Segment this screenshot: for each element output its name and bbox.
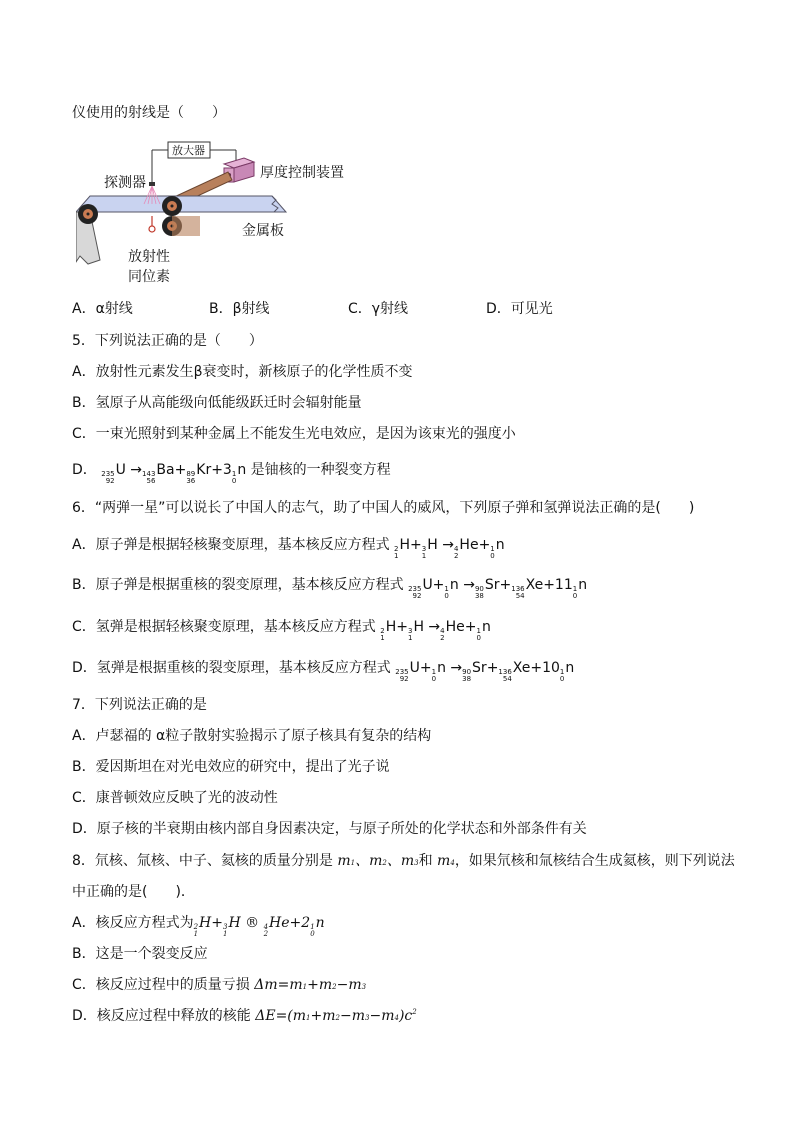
q8-c-formula: Δm=m1+m2−m3 — [254, 977, 367, 993]
detector-label: 探测器 — [104, 175, 146, 191]
q8-option-d[interactable] — [72, 1007, 417, 1025]
q6-option-b[interactable] — [72, 576, 587, 600]
q6-d-equation: 235 92 U+ 1 0 n → 90 38 Sr+ 136 54 Xe+10 1 0 n — [395, 660, 575, 683]
q6-a-text: A．原子弹是根据轻核聚变原理，基本核反应方程式 — [72, 537, 390, 553]
q7-option-b[interactable]: B．爱因斯坦在对光电效应的研究中，提出了光子说 — [72, 759, 390, 775]
q5-stem: 5．下列说法正确的是（ ） — [72, 333, 263, 349]
q4-option-d[interactable]: D．可见光 — [486, 301, 553, 317]
thickness-gauge-figure — [76, 136, 376, 300]
q6-option-d[interactable] — [72, 659, 574, 683]
q8-stem-line1 — [72, 852, 735, 870]
thickness-control-label: 厚度控制装置 — [260, 165, 344, 181]
q5-option-b[interactable]: B．氢原子从高能级向低能级跃迁时会辐射能量 — [72, 395, 362, 411]
q8-a-text: A．核反应方程式为 — [72, 915, 194, 931]
q4-option-a[interactable]: A．α射线 — [72, 301, 133, 317]
q5-d-prefix: D． — [72, 462, 97, 478]
q7-option-c[interactable]: C．康普顿效应反映了光的波动性 — [72, 790, 278, 806]
q8-d-text: D．核反应过程中释放的核能 — [72, 1008, 251, 1024]
q6-a-equation: 2 1 H+ 3 1 H → 4 2 He+ 1 0 n — [394, 537, 505, 560]
q8-stem-part1: 8．氘核、氚核、中子、氦核的质量分别是 — [72, 853, 333, 869]
q8-d-formula: $\Delta E=(m1+m2-m3-m4)c^2$ — [255, 1008, 417, 1024]
apparatus-drawing — [76, 136, 376, 296]
q5-option-c[interactable]: C．一束光照射到某种金属上不能发生光电效应，是因为该束光的强度小 — [72, 426, 516, 442]
q8-stem-line2: 中正确的是( )． — [72, 884, 195, 900]
isotope-label-1: 放射性 — [128, 249, 170, 265]
q8-masses: m1、m2、m3和 m4 — [337, 853, 455, 869]
q8-option-a[interactable] — [72, 914, 325, 938]
q6-option-a[interactable] — [72, 536, 505, 560]
q6-c-text: C．氢弹是根据轻核聚变原理，基本核反应方程式 — [72, 619, 376, 635]
q6-c-equation: 2 1 H+ 3 1 H → 4 2 He+ 1 0 n — [380, 619, 491, 642]
q6-d-text: D．氢弹是根据重核的裂变原理，基本核反应方程式 — [72, 660, 391, 676]
q4-option-b[interactable]: B．β射线 — [209, 301, 270, 317]
q4-stem-tail: 仪使用的射线是（ ） — [72, 105, 226, 121]
q4-option-c[interactable]: C．γ射线 — [348, 301, 409, 317]
q6-stem: 6．“两弹一星”可以说长了中国人的志气，助了中国人的威风，下列原子弹和氢弹说法正确的是( ) — [72, 500, 695, 516]
isotope-label-2: 同位素 — [128, 269, 170, 285]
q8-c-text: C．核反应过程中的质量亏损 — [72, 977, 250, 993]
q8-stem-part2: ，如果氘核和氚核结合生成氦核，则下列说法 — [454, 853, 735, 869]
q8-option-b[interactable]: B．这是一个裂变反应 — [72, 946, 208, 962]
q6-b-equation: 235 92 U+ 1 0 n → 90 38 Sr+ 136 54 Xe+11 1 0 n — [408, 577, 588, 600]
q5-option-d[interactable] — [72, 461, 391, 485]
q8-option-c[interactable] — [72, 976, 366, 994]
q8-a-equation: 2 1 H+ 3 1 H ® 4 2 He+2 1 0 n — [193, 915, 325, 938]
q7-option-a[interactable]: A．卢瑟福的 α粒子散射实验揭示了原子核具有复杂的结构 — [72, 728, 432, 744]
q6-b-text: B．原子弹是根据重核的裂变原理，基本核反应方程式 — [72, 577, 404, 593]
q5-option-a[interactable]: A．放射性元素发生β衰变时，新核原子的化学性质不变 — [72, 364, 413, 380]
metal-plate-label: 金属板 — [242, 223, 284, 239]
q5-d-suffix: 是铀核的一种裂变方程 — [250, 462, 391, 478]
q7-option-d[interactable]: D．原子核的半衰期由核内部自身因素决定，与原子所处的化学状态和外部条件有关 — [72, 821, 587, 837]
q7-stem: 7．下列说法正确的是 — [72, 697, 207, 713]
q5-d-equation: 235 92 U → 143 56 Ba+ 89 36 Kr+3 1 0 n — [101, 462, 247, 485]
q6-option-c[interactable] — [72, 618, 491, 642]
amplifier-label: 放大器 — [172, 144, 205, 157]
